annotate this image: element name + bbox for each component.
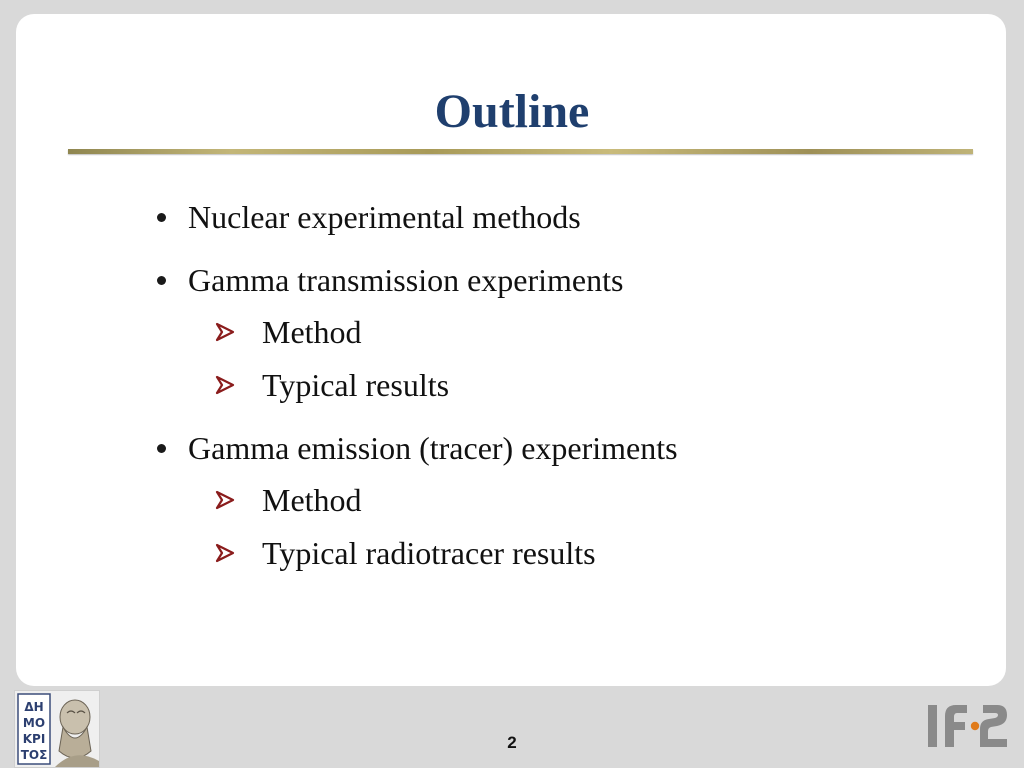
outline-subitem: Typical results [262,367,450,403]
bullet-dot-icon [157,444,166,453]
svg-text:ΔΗ: ΔΗ [24,700,44,714]
ife-logo [925,700,1009,752]
outline-subitem: Method [262,482,362,518]
arrow-bullet-icon [214,321,236,343]
bullet-dot-icon [157,276,166,285]
outline-item: Gamma transmission experiments [188,262,624,298]
outline-subitem: Typical radiotracer results [262,535,596,571]
arrow-bullet-icon [214,542,236,564]
outline-item: Gamma emission (tracer) experiments [188,430,678,466]
svg-text:ΚΡΙ: ΚΡΙ [22,732,46,746]
bullet-dot-icon [157,213,166,222]
arrow-bullet-icon [214,489,236,511]
demokritos-logo [14,690,100,768]
svg-text:ΜΟ: ΜΟ [22,716,46,730]
slide-title: Outline [434,85,590,138]
page-number: 2 [507,733,517,752]
svg-text:ΤΟΣ: ΤΟΣ [20,748,48,762]
arrow-bullet-icon [214,374,236,396]
outline-item: Nuclear experimental methods [188,199,581,235]
outline-subitem: Method [262,314,362,350]
